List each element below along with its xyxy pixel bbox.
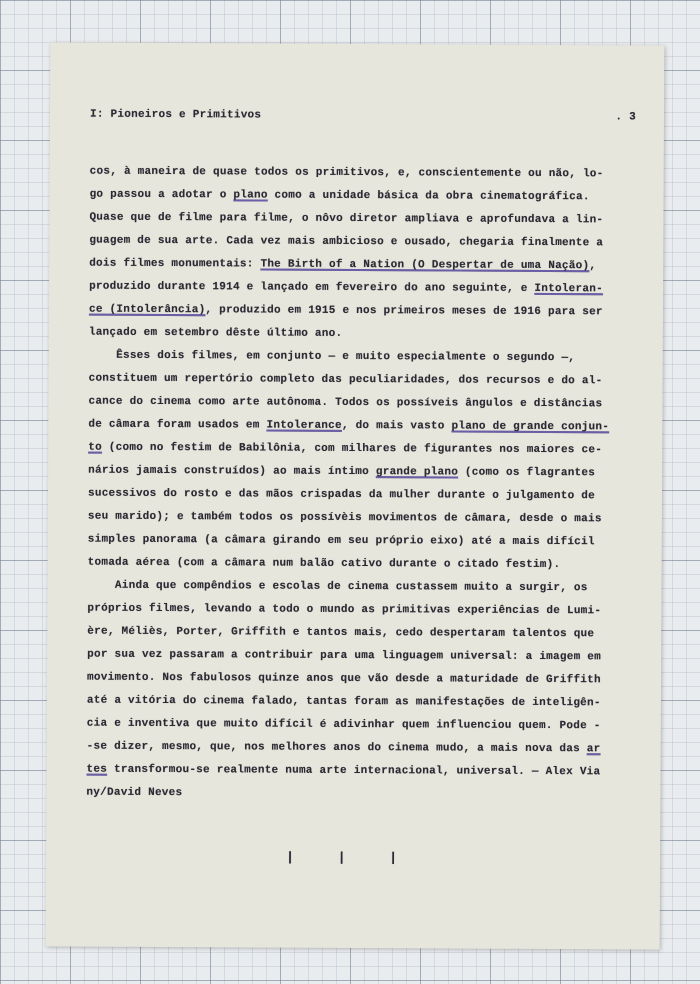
underlined-term: tes [86, 763, 108, 776]
text-line: constituem um repertório completo das peculiaridades, dos recursos e do al- [88, 372, 603, 388]
text-line: de câmara foram usados em Intolerance, do mais vasto plano de grande conjun- [88, 418, 610, 434]
underlined-term: plano de grande conjun- [451, 420, 610, 434]
text-line: simples panorama (a câmara girando em seu próprio eixo) até a mais difícil [87, 533, 595, 549]
text-line: Quase que de filme para filme, o nôvo diretor ampliava e aprofundava a lin- [89, 211, 604, 227]
underlined-term: plano [233, 189, 268, 202]
text-line: Ainda que compêndios e escolas de cinema custassem muito a surgir, os [87, 579, 588, 595]
text-line: produzido durante 1914 e lançado em fevereiro do ano seguinte, e Intoleran- [89, 280, 603, 296]
text-line: ce (Intolerância), produzido em 1915 e nos primeiros meses de 1916 para ser [88, 303, 603, 319]
underlined-term: ar [586, 743, 601, 756]
underlined-term: grande plano [375, 466, 459, 479]
end-marks: | | | [286, 849, 416, 866]
text-line: dois filmes monumentais: The Birth of a Nation (O Despertar de uma Nação), [89, 257, 597, 273]
text-line: to (como no festim de Babilônia, com milhares de figurantes nos maiores ce- [88, 441, 603, 457]
text-line: cance do cinema como arte autônoma. Todos os possíveis ângulos e distâncias [88, 395, 603, 411]
text-line: lançado em setembro dêste último ano. [88, 326, 343, 340]
text-line: seu marido); e também todos os possívèis movimentos de câmara, desde o mais [87, 510, 602, 526]
underlined-title: Intoleran- [534, 282, 603, 296]
underlined-title: Intolerance [266, 419, 342, 432]
text-line: guagem de sua arte. Cada vez mais ambicioso e ousado, chegaria finalmente a [89, 234, 604, 250]
text-line: cos, à maneira de quase todos os primitivos, e, conscientemente ou não, lo- [89, 165, 604, 181]
text-line: nários jamais construídos) ao mais íntimo grande plano (como os flagrantes [88, 464, 596, 480]
body-text [86, 161, 649, 808]
underlined-title: The Birth of a Nation (O Despertar de uma Nação) [260, 258, 590, 273]
text-line: Êsses dois filmes, em conjunto — e muito especialmente o segundo —, [88, 349, 576, 365]
text-line: sucessivos do rosto e das mãos crispadas da mulher durante o julgamento de [87, 487, 596, 503]
text-line: até a vitória do cinema falado, tantas foram as manifestações de inteligên- [86, 694, 601, 710]
text-line: ère, Méliès, Porter, Griffith e tantos mais, cedo despertaram talentos que [87, 625, 595, 641]
page-number: . 3 [615, 111, 637, 124]
text-line: cia e inventiva que muito difícil é adivinhar quem influenciou quem. Pode - [86, 717, 601, 733]
text-line: tes transformou-se realmente numa arte internacional, universal. — Alex Via [86, 763, 601, 779]
text-line: -se dizer, mesmo, que, nos melhores anos do cinema mudo, a mais nova das ar [86, 740, 601, 756]
underlined-term: to [88, 441, 102, 454]
underlined-title: ce (Intolerância) [88, 303, 206, 317]
text-line: ny/David Neves [86, 786, 183, 800]
text-line: próprios filmes, levando a todo o mundo as primitivas experiências de Lumi- [87, 602, 602, 618]
text-line: go passou a adotar o plano como a unidade básica da obra cinematográfica. [89, 188, 590, 204]
typewritten-page [46, 42, 665, 949]
text-line: por sua vez passaram a contribuir para uma linguagem universal: a imagem em [87, 648, 602, 664]
chapter-header: I: Pioneiros e Primitivos [89, 108, 262, 122]
text-line: movimento. Nos fabulosos quinze anos que vão desde a maturidade de Griffith [87, 671, 601, 687]
text-line: tomada aérea (com a câmara num balão cativo durante o citado festim). [87, 556, 561, 572]
